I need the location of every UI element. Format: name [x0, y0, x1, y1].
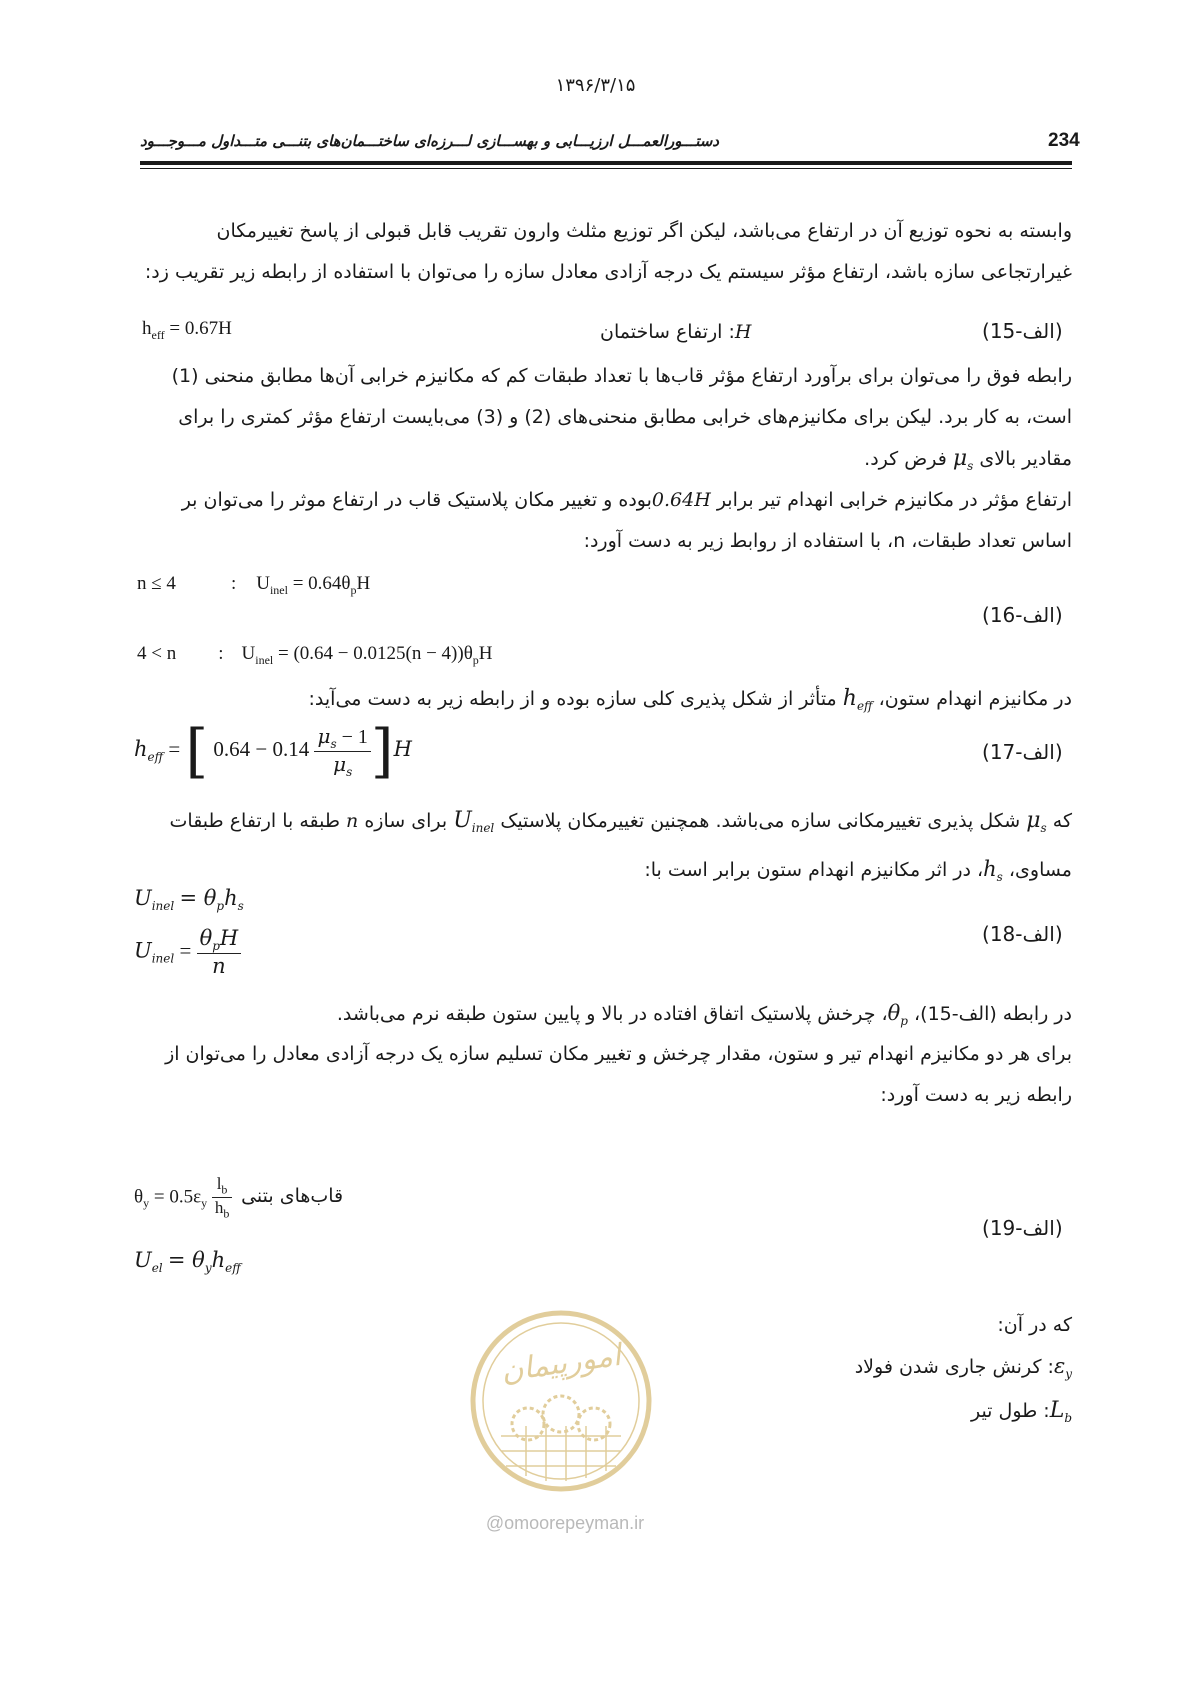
equation-18-number: (الف-18)	[982, 922, 1063, 946]
equation-18-line-2: $U_{inel}$ = $\frac{\theta_pH}{n}$	[134, 926, 241, 979]
where-intro: که در آن:	[997, 1314, 1072, 1336]
text-line: در مکانیزم انهدام ستون، $h_{eff}$ متأثر از شکل پذیری کلی سازه بوده و از رابطه زیر به دست می‌آید:	[308, 686, 1072, 713]
paragraph-1	[142, 211, 1072, 293]
text-line: رابطه فوق را می‌توان برای برآورد ارتفاع مؤثر قاب‌ها با تعداد طبقات کم که مکانیزم خرابی آن‌ها مطابق منحنی (1)	[171, 365, 1072, 387]
watermark-logo-text: امورپیمان	[498, 1337, 624, 1390]
equation-16-case-2: 4 < n : $U_{inel} = (0.64 - 0.0125(n - 4))\theta_pH$	[137, 643, 493, 667]
equation-15-note: H: ارتفاع ساختمان	[600, 321, 752, 343]
definition-lb: $L_b$: طول تیر	[970, 1398, 1072, 1425]
text-line: است، به کار برد. لیکن برای مکانیزم‌های خرابی مطابق منحنی‌های (2) و (3) می‌بایست ارتفاع مؤثر کمتری را برای	[178, 406, 1072, 428]
paragraph-3	[142, 480, 1072, 562]
running-title: دستـــورالعمـــل ارزیـــابی و بهســـازی لـــرزه‌ای ساختـــمان‌های بتنـــی متـــداول مـــوجـــود	[140, 132, 719, 150]
text-line: ارتفاع مؤثر در مکانیزم خرابی انهدام تیر برابر 0.64Hبوده و تغییر مکان پلاستیک قاب در ارتفاع موثر را می‌توان بر	[181, 489, 1072, 511]
text-line: مساوی، $h_s،$ در اثر مکانیزم انهدام ستون برابر است با:	[644, 856, 1072, 884]
page-date: ۱۳۹۶/۳/۱۵	[555, 75, 636, 96]
equation-17-number: (الف-17)	[982, 740, 1063, 764]
paragraph-4	[142, 678, 1072, 727]
text-line: در رابطه (الف-15)، $\theta_p،$ چرخش پلاستیک اتفاق افتاده در بالا و پایین ستون طبقه نرم می‌باشد.	[336, 1001, 1072, 1028]
text-line: وابسته به نحوه توزیع آن در ارتفاع می‌باشد، لیکن اگر توزیع مثلث وارون تقریب قابل قبولی از پاسخ تغییرمکان	[216, 220, 1072, 242]
equation-17: $h_{eff}$ = [ 0.64 − 0.14 $\frac{\mu_s - 1}{\mu_s}$ ]H	[134, 717, 412, 785]
at-icon: @	[485, 1513, 505, 1533]
text-line: غیرارتجاعی سازه باشد، ارتفاع مؤثر سیستم یک درجه آزادی معادل سازه را می‌توان با استفاده از رابطه زیر تقریب زد:	[144, 261, 1072, 283]
page-number: 234	[1048, 130, 1080, 151]
paragraph-5	[142, 800, 1072, 898]
equation-16-number: (الف-16)	[982, 603, 1063, 627]
equation-19-line-1: $\theta_y = 0.5\varepsilon_y$ $\frac{l_b}{h_b}$ قاب‌های بتنی	[134, 1174, 344, 1221]
equation-19-line-2: $U_{el} = \theta_yh_{eff}$	[134, 1248, 241, 1276]
watermark-seal-icon	[466, 1306, 656, 1496]
text-line: که $\mu_s$ شکل پذیری تغییرمکانی سازه می‌باشد. همچنین تغییرمکان پلاستیک $U_{inel}$ برای سازه n طبقه با ارتفاع طبقات	[169, 808, 1072, 835]
equation-15-number: (الف-15)	[982, 319, 1063, 343]
equation-18-line-1: $U_{inel} = \theta_ph_s$	[134, 886, 244, 914]
text-line: مقادیر بالای $\mu_s$ فرض کرد.	[864, 446, 1072, 473]
header-rule-thin	[140, 168, 1072, 169]
header-rule-thick	[140, 161, 1072, 165]
text-line: اساس تعداد طبقات، n، با استفاده از روابط زیر به دست آورد:	[583, 530, 1072, 552]
equation-16-case-1: n ≤ 4 : $U_{inel} = 0.64\theta_pH$	[137, 573, 371, 597]
definition-epsilon: $\varepsilon_y$: کرنش جاری شدن فولاد	[854, 1354, 1072, 1381]
equation-15: $h_{eff} = 0.67H$	[142, 318, 232, 342]
watermark-url: @omoorepeyman.ir	[485, 1513, 645, 1533]
watermark-logo	[466, 1306, 656, 1496]
text-line: رابطه زیر به دست آورد:	[880, 1084, 1072, 1106]
equation-19-number: (الف-19)	[982, 1216, 1063, 1240]
paragraph-7	[142, 1034, 1072, 1116]
paragraph-2	[142, 356, 1072, 487]
text-line: برای هر دو مکانیزم انهدام تیر و ستون، مقدار چرخش و تغییر مکان تسلیم سازه یک درجه آزادی معادل را می‌توان از	[165, 1043, 1072, 1065]
